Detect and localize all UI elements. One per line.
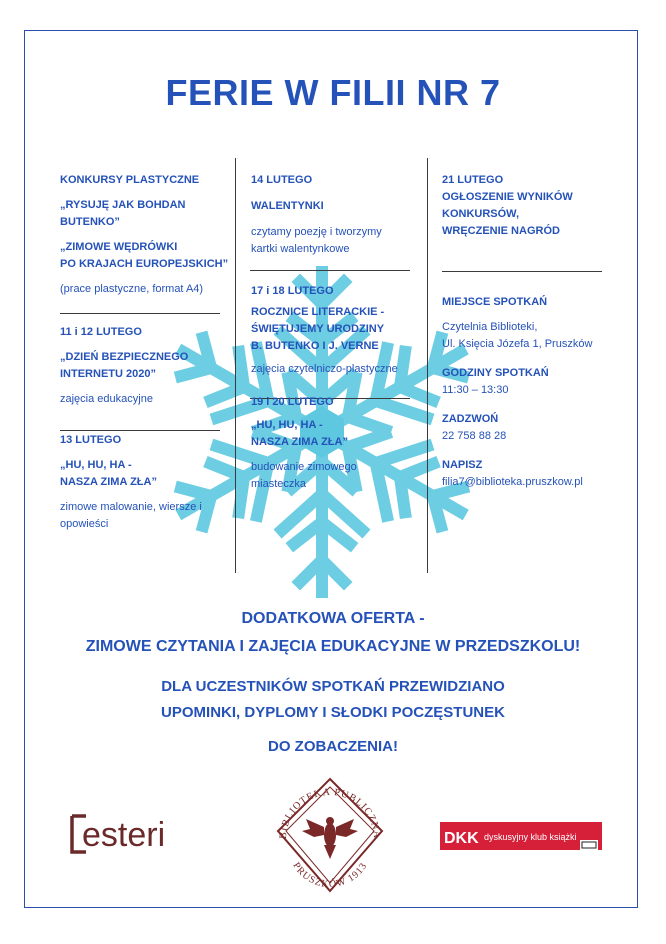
section-heading: MIEJSCE SPOTKAŃ bbox=[442, 296, 548, 308]
event-description: opowieści bbox=[60, 518, 109, 530]
event-description: zajęcia edukacyjne bbox=[60, 393, 153, 405]
event-title: OGŁOSZENIE WYNIKÓW bbox=[442, 191, 573, 203]
library-seal-logo bbox=[270, 775, 390, 895]
column-divider-2 bbox=[427, 158, 428, 573]
extra-offer-text: ZIMOWE CZYTANIA I ZAJĘCIA EDUKACYJNE W PRZEDSZKOLU! bbox=[85, 638, 581, 655]
event-date: 13 LUTEGO bbox=[60, 434, 122, 446]
svg-text:PRUSZKÓW 1913 bbox=[290, 861, 369, 891]
dkk-logo-short: DKK bbox=[444, 830, 479, 847]
gifts-line-2: UPOMINKI, DYPLOMY I SŁODKI POCZĘSTUNEK bbox=[161, 704, 505, 721]
gifts-line-1: DLA UCZESTNIKÓW SPOTKAŃ PRZEWIDZIANO bbox=[161, 678, 505, 695]
event-description: miasteczka bbox=[251, 478, 307, 490]
seal-top-text: BIBLIOTEKA PUBLICZNA bbox=[277, 786, 383, 840]
seal-bottom-text: PRUSZKÓW 1913 bbox=[290, 860, 370, 891]
event-description: (prace plastyczne, format A4) bbox=[60, 283, 204, 295]
event-title: ŚWIĘTUJEMY URODZINY bbox=[251, 323, 385, 335]
event-title: „ZIMOWE WĘDRÓWKI bbox=[60, 241, 178, 253]
event-date: 14 LUTEGO bbox=[251, 174, 313, 186]
event-description: zajęcia czytelniczo-plastyczne bbox=[251, 363, 398, 375]
event-title: WRĘCZENIE NAGRÓD bbox=[442, 225, 560, 237]
event-title: WALENTYNKI bbox=[251, 200, 324, 212]
address-line: Ul. Księcia Józefa 1, Pruszków bbox=[442, 338, 593, 350]
column-3 bbox=[442, 172, 632, 491]
column-divider-1 bbox=[235, 158, 236, 573]
event-title: „HU, HU, HA - bbox=[60, 459, 132, 471]
esteri-logo bbox=[68, 812, 200, 856]
email-address: filia7@biblioteka.pruszkow.pl bbox=[442, 476, 583, 488]
event-date: 21 LUTEGO bbox=[442, 174, 504, 186]
address-line: Czytelnia Biblioteki, bbox=[442, 321, 538, 333]
event-title: BUTENKO” bbox=[60, 216, 120, 228]
event-date: 17 i 18 LUTEGO bbox=[251, 285, 334, 297]
event-title: B. BUTENKO I J. VERNE bbox=[251, 340, 379, 352]
section-heading: NAPISZ bbox=[442, 459, 483, 471]
column-2 bbox=[251, 172, 423, 493]
section-heading: KONKURSY PLASTYCZNE bbox=[60, 174, 200, 186]
event-title: ROCZNICE LITERACKIE - bbox=[251, 306, 385, 318]
dkk-logo-text: dyskusyjny klub książki bbox=[484, 832, 577, 842]
phone-number: 22 758 88 28 bbox=[442, 430, 507, 442]
event-title: KONKURSÓW, bbox=[442, 208, 519, 220]
section-heading: ZADZWOŃ bbox=[442, 413, 499, 425]
dkk-logo bbox=[440, 816, 602, 856]
extra-offer-heading: DODATKOWA OFERTA - bbox=[241, 610, 425, 627]
event-date: 11 i 12 LUTEGO bbox=[60, 326, 142, 338]
event-date: 19 i 20 LUTEGO bbox=[251, 396, 334, 408]
event-description: kartki walentynkowe bbox=[251, 243, 350, 255]
event-description: zimowe malowanie, wiersze i bbox=[60, 501, 202, 513]
eagle-icon bbox=[302, 817, 358, 859]
column-1 bbox=[60, 172, 230, 533]
event-title: „RYSUJĘ JAK BOHDAN bbox=[60, 199, 186, 211]
event-title: INTERNETU 2020” bbox=[60, 368, 156, 380]
event-title: NASZA ZIMA ZŁA” bbox=[60, 476, 157, 488]
esteri-logo-text: esteri bbox=[82, 816, 166, 854]
meeting-hours: 11:30 – 13:30 bbox=[442, 384, 509, 396]
event-title: PO KRAJACH EUROPEJSKICH” bbox=[60, 258, 229, 270]
closing-text: DO ZOBACZENIA! bbox=[268, 738, 398, 755]
poster-title: FERIE W FILII NR 7 bbox=[165, 72, 501, 113]
event-title: NASZA ZIMA ZŁA” bbox=[251, 436, 348, 448]
event-description: czytamy poezję i tworzymy bbox=[251, 226, 382, 238]
section-heading: GODZINY SPOTKAŃ bbox=[442, 367, 549, 379]
event-title: „DZIEŃ BEZPIECZNEGO bbox=[60, 351, 189, 363]
event-description: budowanie zimowego bbox=[251, 461, 357, 473]
event-title: „HU, HU, HA - bbox=[251, 419, 323, 431]
